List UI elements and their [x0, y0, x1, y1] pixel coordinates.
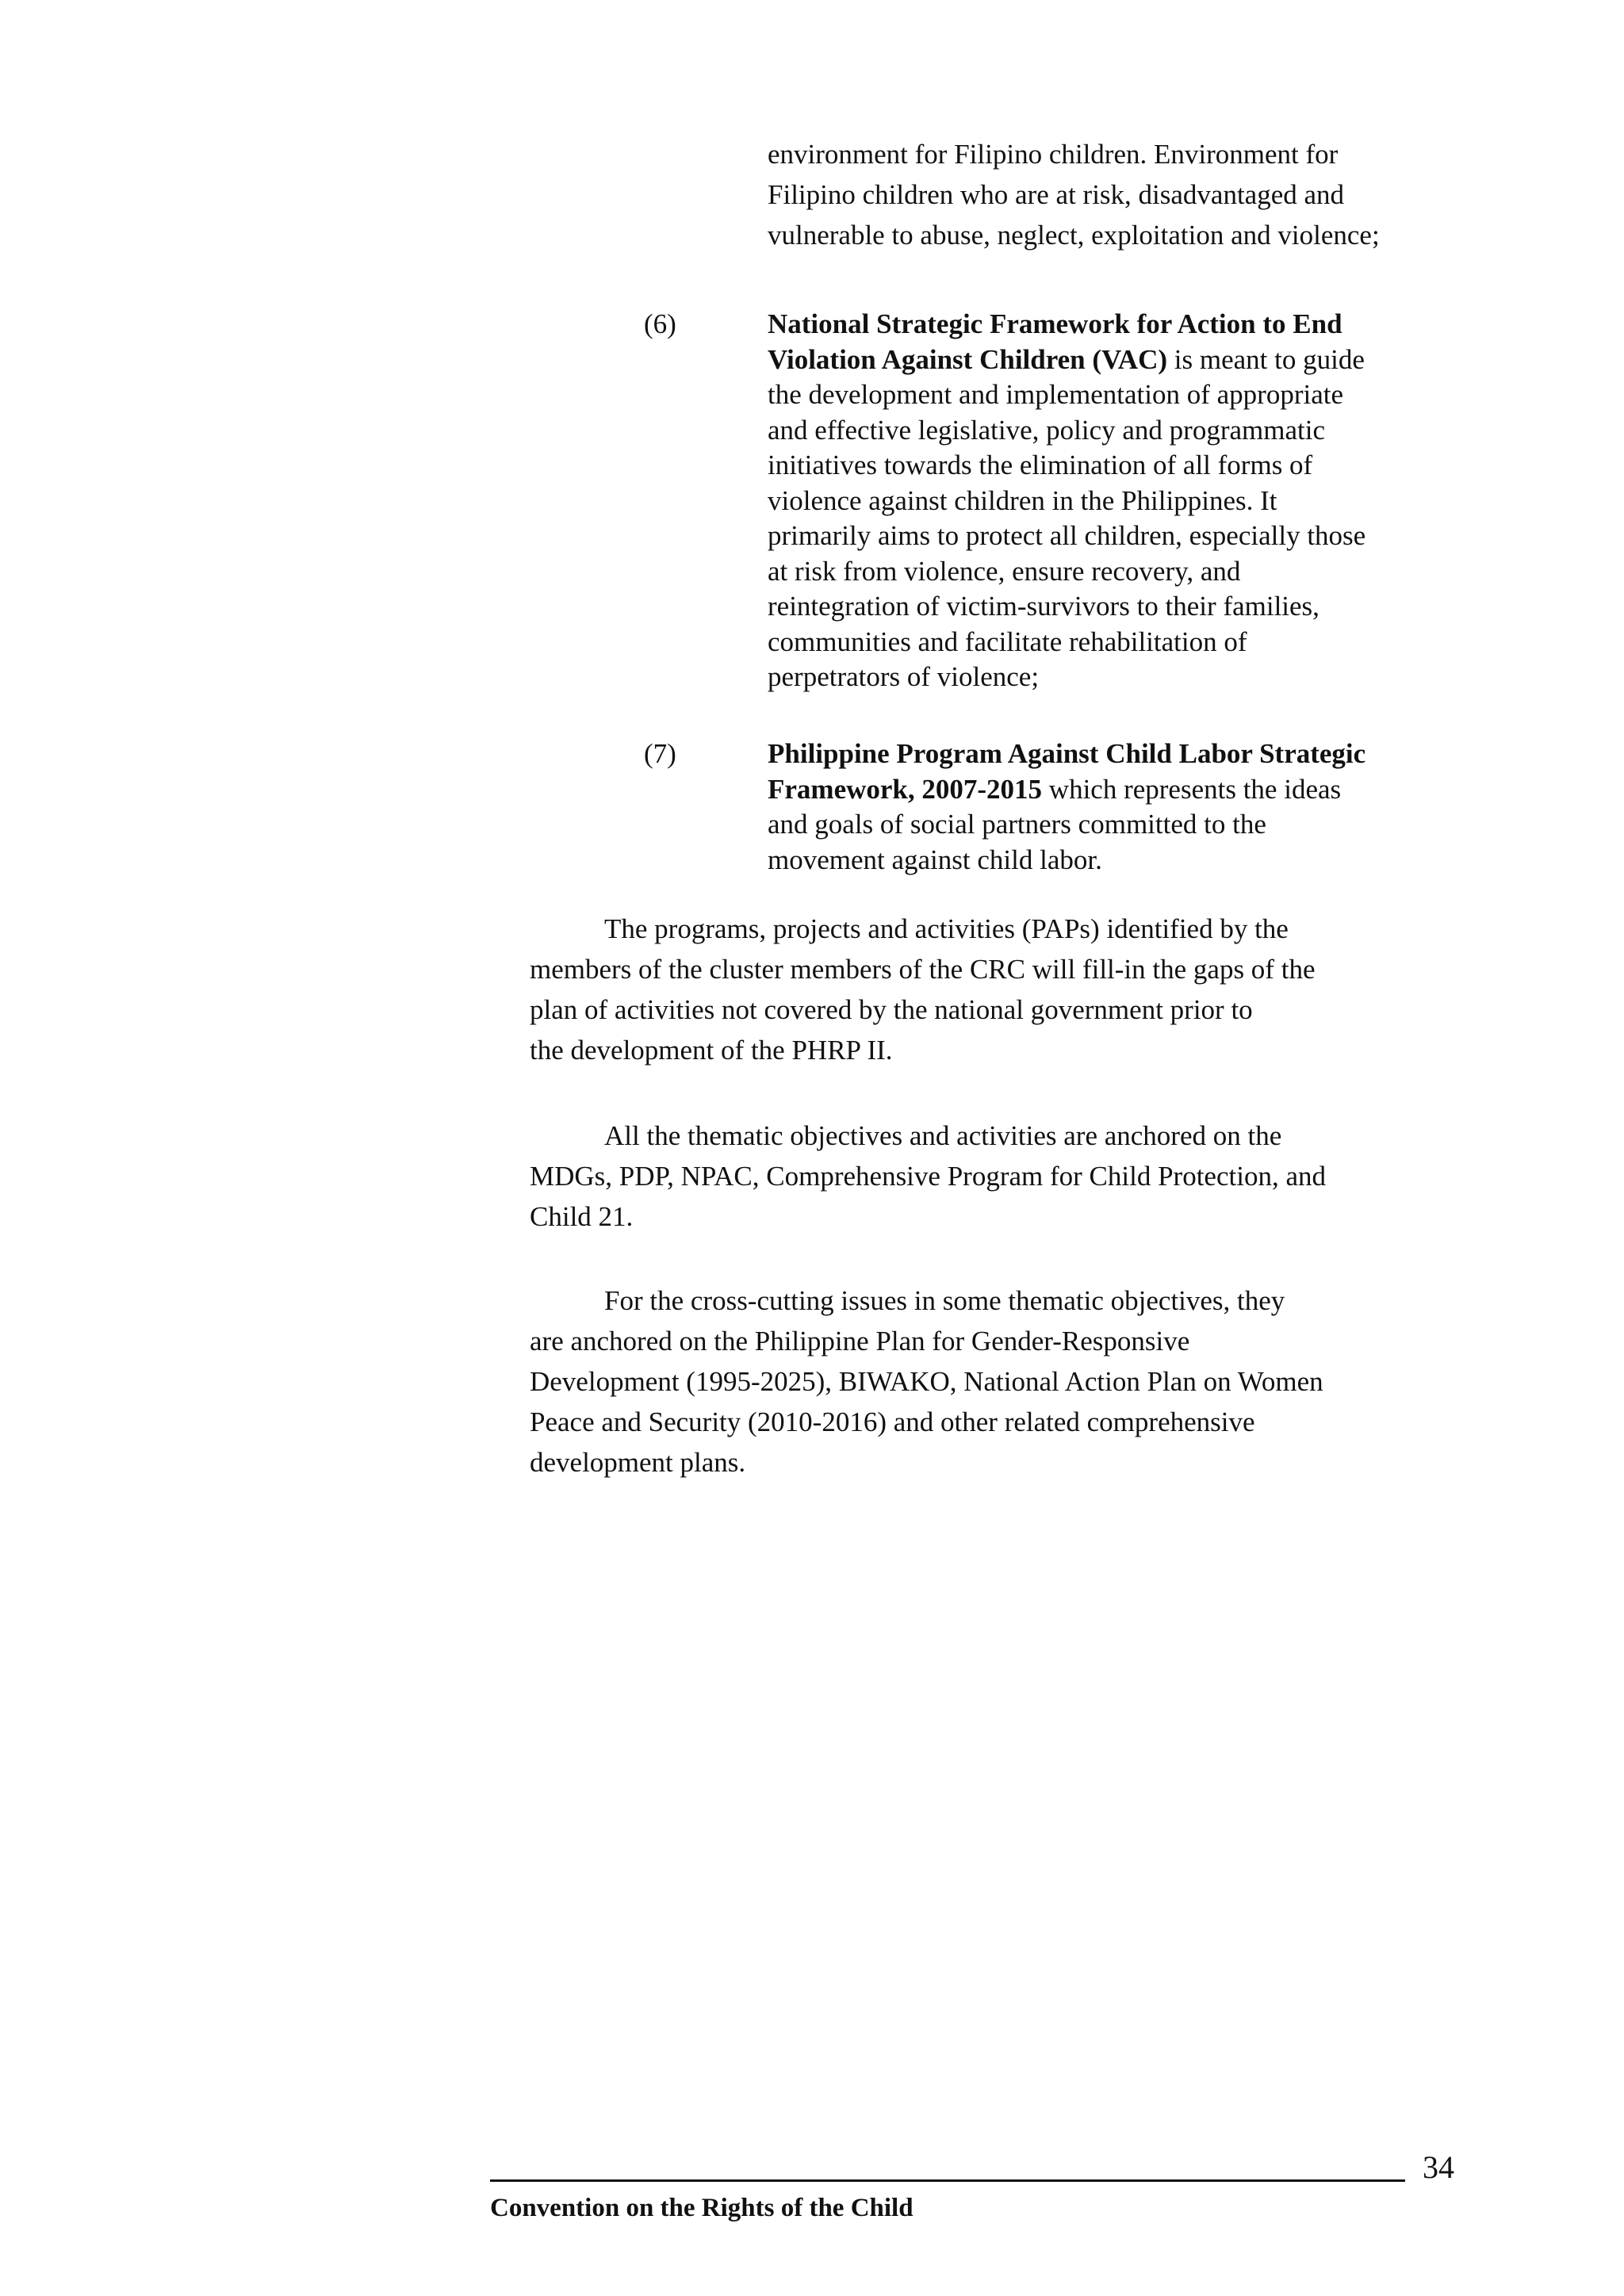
paragraph-line: development plans. [530, 1447, 746, 1478]
list-item-number: (7) [644, 738, 676, 769]
body-text-line: vulnerable to abuse, neglect, exploitation and violence; [768, 220, 1380, 251]
list-item-title: Philippine Program Against Child Labor Strategic [768, 738, 1366, 769]
list-item-line: primarily aims to protect all children, especially those [768, 520, 1366, 551]
list-item-title-line [768, 342, 1365, 377]
list-item-line: initiatives towards the elimination of all forms of [768, 450, 1313, 480]
body-text-line: Filipino children who are at risk, disadvantaged and [768, 179, 1345, 210]
list-item-title-line [768, 772, 1341, 807]
list-item-text: which represents the ideas [1042, 774, 1342, 805]
paragraph-line: the development of the PHRP II. [530, 1035, 893, 1066]
list-item-line: perpetrators of violence; [768, 661, 1040, 692]
paragraph-line: Child 21. [530, 1201, 634, 1232]
footer-title: Convention on the Rights of the Child [490, 2194, 914, 2222]
list-item-line: movement against child labor. [768, 844, 1102, 875]
list-item-line: at risk from violence, ensure recovery, and [768, 556, 1241, 587]
list-item-line: and goals of social partners committed to the [768, 809, 1266, 840]
footer-divider [490, 2179, 1405, 2182]
paragraph-line: MDGs, PDP, NPAC, Comprehensive Program for Child Protection, and [530, 1161, 1326, 1192]
list-item-line: and effective legislative, policy and programmatic [768, 415, 1325, 446]
paragraph-line: Peace and Security (2010-2016) and other related comprehensive [530, 1406, 1255, 1437]
paragraph-line: members of the cluster members of the CRC will fill-in the gaps of the [530, 954, 1316, 985]
list-item-line: the development and implementation of appropriate [768, 379, 1344, 410]
paragraph-line: The programs, projects and activities (PAPs) identified by the [604, 913, 1289, 944]
paragraph-line: are anchored on the Philippine Plan for Gender-Responsive [530, 1326, 1190, 1357]
list-item-number: (6) [644, 308, 676, 339]
list-item-line: violence against children in the Philippines. It [768, 485, 1277, 516]
paragraph-line: All the thematic objectives and activities are anchored on the [604, 1120, 1282, 1151]
paragraph-line: plan of activities not covered by the national government prior to [530, 994, 1253, 1025]
list-item-line: reintegration of victim-survivors to their families, [768, 591, 1320, 622]
list-item-title-bold: Framework, 2007-2015 [768, 774, 1043, 805]
paragraph-line: For the cross-cutting issues in some thematic objectives, they [604, 1285, 1285, 1316]
list-item-text: is meant to guide [1167, 344, 1365, 375]
list-item-line: communities and facilitate rehabilitation of [768, 626, 1247, 657]
body-text-line: environment for Filipino children. Environment for [768, 139, 1339, 170]
paragraph-line: Development (1995-2025), BIWAKO, National Action Plan on Women [530, 1366, 1323, 1397]
list-item-title: National Strategic Framework for Action to End [768, 308, 1342, 339]
page-number: 34 [1423, 2149, 1454, 2185]
list-item-title-bold: Violation Against Children (VAC) [768, 344, 1168, 375]
